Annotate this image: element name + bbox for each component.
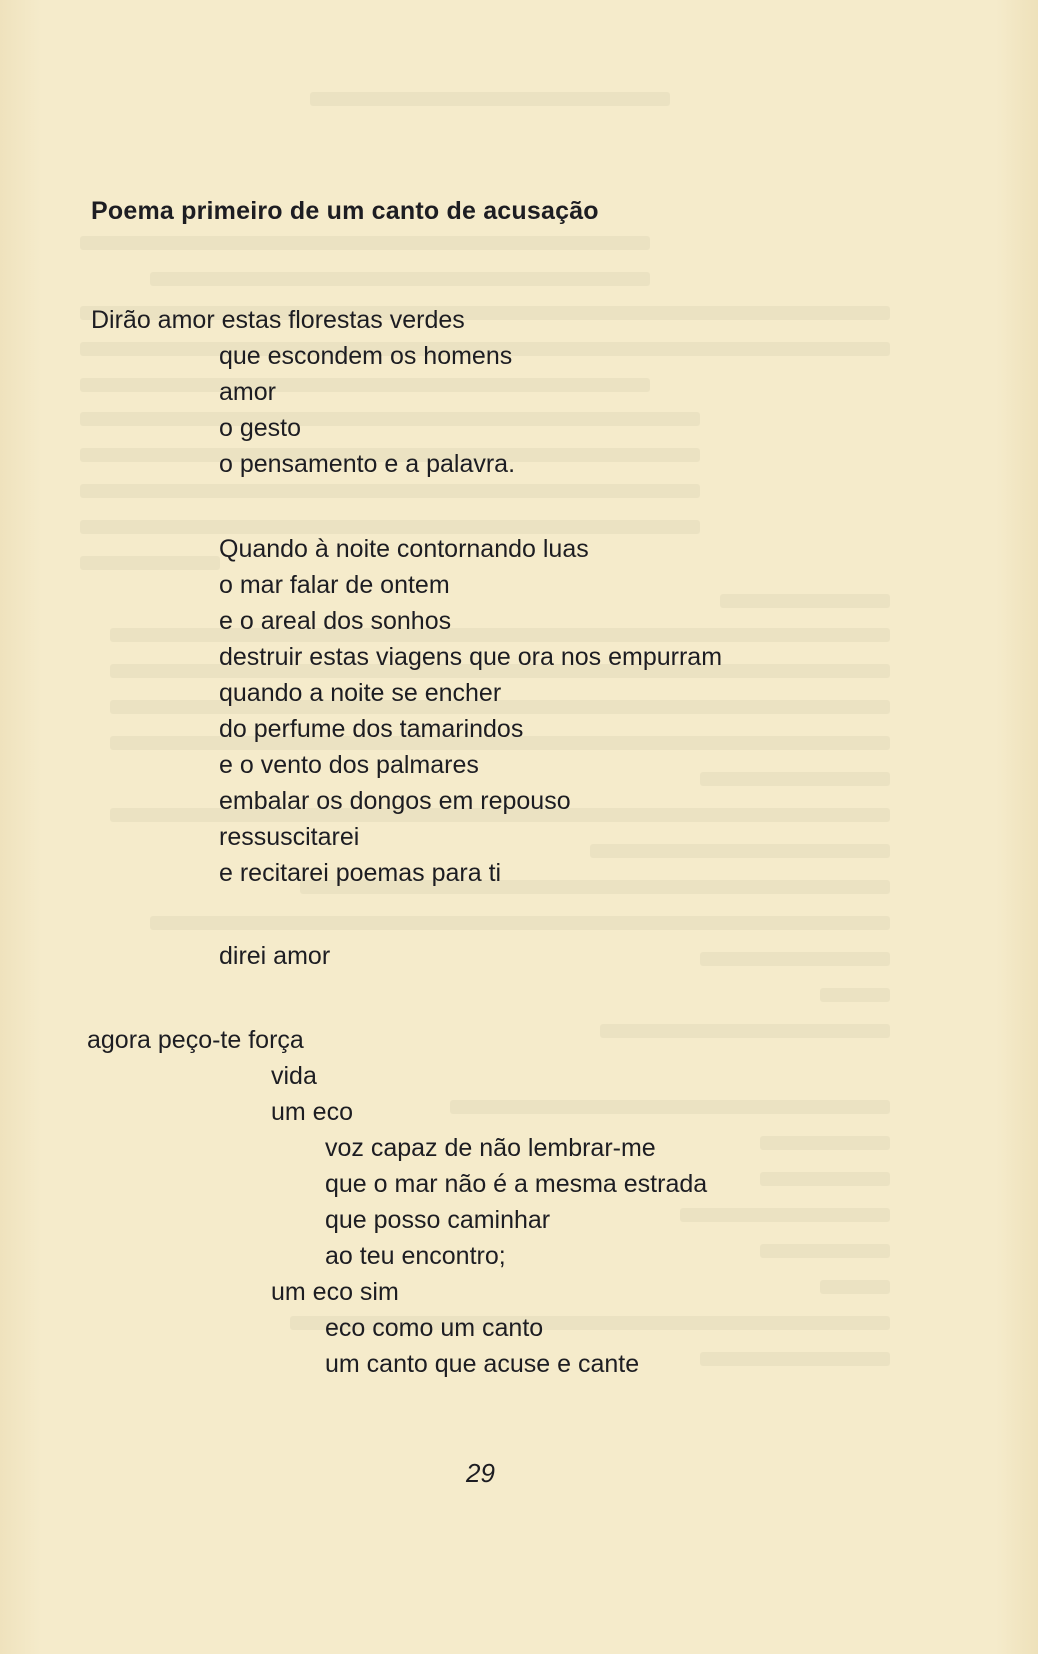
poem-line: voz capaz de não lembrar-me xyxy=(325,1134,656,1162)
page-number: 29 xyxy=(466,1458,495,1488)
poem-line: um eco sim xyxy=(271,1278,399,1306)
poem-line: que o mar não é a mesma estrada xyxy=(325,1170,708,1198)
poem-line: o mar falar de ontem xyxy=(219,571,450,599)
poem-line: um eco xyxy=(271,1098,353,1126)
poem-line: amor xyxy=(219,378,276,406)
poem-line: ressuscitarei xyxy=(219,823,360,851)
poem-line: que posso caminhar xyxy=(325,1206,551,1234)
poem-line: direi amor xyxy=(219,942,331,970)
poem-line: e o areal dos sonhos xyxy=(219,607,452,635)
poem-line: eco como um canto xyxy=(325,1314,544,1342)
poem-line: e o vento dos palmares xyxy=(219,751,479,779)
poem-line: destruir estas viagens que ora nos empurram xyxy=(219,643,723,671)
poem-line: o pensamento e a palavra. xyxy=(219,450,516,478)
poem-line: que escondem os homens xyxy=(219,342,513,370)
poem-line: ao teu encontro; xyxy=(325,1242,506,1270)
poem-line: vida xyxy=(271,1062,317,1090)
poem-line: do perfume dos tamarindos xyxy=(219,715,524,743)
poem-line: Quando à noite contornando luas xyxy=(219,535,589,563)
poem-line: quando a noite se encher xyxy=(219,679,502,707)
poem-line: o gesto xyxy=(219,414,302,442)
poem-line: e recitarei poemas para ti xyxy=(219,859,502,887)
poem-title: Poema primeiro de um canto de acusação xyxy=(91,197,599,225)
poem-line: agora peço-te força xyxy=(87,1026,304,1054)
poem-line: um canto que acuse e cante xyxy=(325,1350,640,1378)
poem-line: embalar os dongos em repouso xyxy=(219,787,571,815)
poem-line: Dirão amor estas florestas verdes xyxy=(91,306,465,334)
